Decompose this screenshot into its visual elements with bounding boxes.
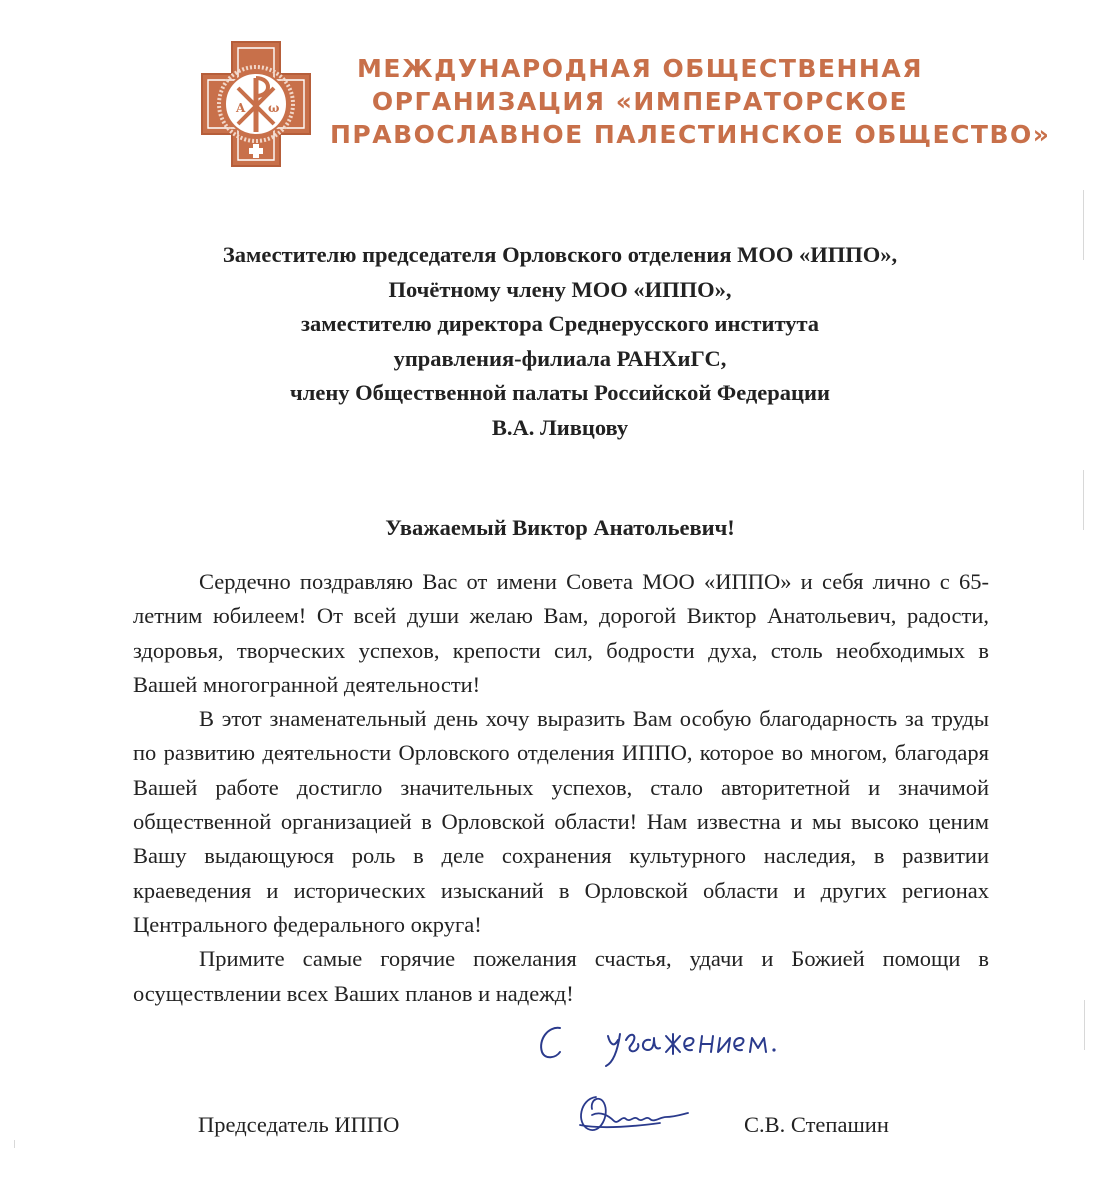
svg-text:Α: Α xyxy=(236,101,246,115)
addressee-block xyxy=(110,238,1010,445)
body-paragraph: Примите самые горячие пожелания счастья, удачи и Божией помощи в осуществлении всех Ваших планов и надежд! xyxy=(133,946,989,1006)
organization-name-line: ПРАВОСЛАВНОЕ ПАЛЕСТИНСКОЕ ОБЩЕСТВО» xyxy=(330,120,1051,149)
chi-rho-cross-emblem-icon xyxy=(200,40,312,168)
organization-name-line: ОРГАНИЗАЦИЯ «ИМПЕРАТОРСКОЕ xyxy=(371,87,909,116)
organization-name-line: МЕЖДУНАРОДНАЯ ОБЩЕСТВЕННАЯ xyxy=(357,54,923,83)
handwritten-signature-icon xyxy=(570,1085,710,1145)
signatory-name: С.В. Степашин xyxy=(744,1112,889,1137)
organization-name xyxy=(330,52,1051,151)
scan-artifact xyxy=(1083,190,1084,260)
letter-body xyxy=(133,565,989,1011)
addressee-line: Заместителю председателя Орловского отделения МОО «ИППО», xyxy=(222,242,898,267)
addressee-name: В.А. Ливцову xyxy=(491,414,629,440)
addressee-line: управления-филиала РАНХиГС, xyxy=(393,345,727,371)
body-paragraph: В этот знаменательный день хочу выразить Вам особую благодарность за труды по развитию деятельности Орловского отделения ИППО, которое во многом, благодаря Вашей работе достигло значительных успехов, стало авторитетной и значимой общественной организацией в Орловской области! Нам известна и мы высоко ценим Вашу выдающуюся роль в деле сохранения культурного наследия, в развитии краеведения и исторических изысканий в Орловской области и других регионах Центрального федерального округа! xyxy=(133,706,989,937)
signatory-title: Председатель ИППО xyxy=(198,1112,400,1137)
addressee-line: члену Общественной палаты Российской Федерации xyxy=(290,380,830,405)
svg-text:ω: ω xyxy=(268,101,280,115)
scan-artifact xyxy=(1083,470,1084,530)
scan-artifact xyxy=(1084,1000,1085,1050)
body-paragraph: Сердечно поздравляю Вас от имени Совета МОО «ИППО» и себя лично с 65-летним юбилеем! От всей души желаю Вам, дорогой Виктор Анатольевич, радости, здоровья, творческих успехов, крепости сил, бодрости духа, столь необходимых в Вашей многогранной деятельности! xyxy=(133,569,989,697)
scan-artifact xyxy=(14,1140,15,1148)
handwritten-regards-note-icon xyxy=(530,1010,790,1070)
addressee-line: Почётному члену МОО «ИППО», xyxy=(388,276,732,302)
addressee-line: заместителю директора Среднерусского института xyxy=(300,311,820,336)
salutation: Уважаемый Виктор Анатольевич! xyxy=(385,515,735,540)
